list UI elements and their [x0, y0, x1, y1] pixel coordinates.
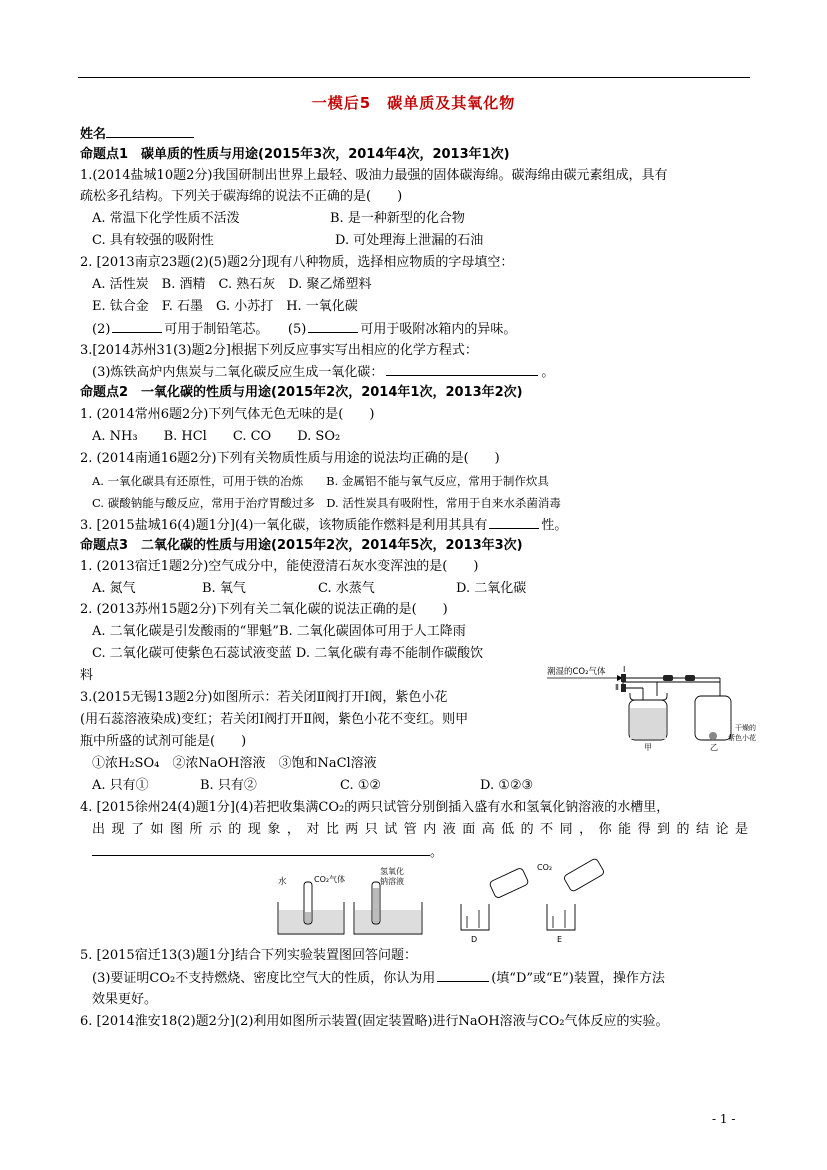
naoh-label-2: 钠溶液 — [380, 877, 404, 886]
q1-line-1: 1.(2014盐城10题2分)我国研制出世界上最轻、吸油力最强的固体碳海绵。碳海绵由碳元素组成，具有 — [80, 168, 668, 183]
q1-option-b[interactable]: B. 是一种新型的化合物 — [330, 211, 465, 226]
q7-line-1: 1. (2013宿迁1题2分)空气成分中，能使澄清石灰水变浑浊的是( ) — [80, 559, 479, 574]
q8-options-cd[interactable]: C. 二氧化碳可使紫色石蕊试液变蓝 D. 二氧化碳有毒不能制作碳酸饮 — [92, 646, 484, 661]
connector-2 — [685, 675, 695, 681]
flask-a-label: 甲 — [644, 743, 652, 752]
q5-options-cd[interactable]: C. 碳酸钠能与酸反应，常用于治疗胃酸过多 D. 活性炭具有吸附性，常用于自来水杀菌消毒 — [92, 496, 561, 510]
valve-1[interactable] — [621, 674, 626, 682]
q1-option-a[interactable]: A. 常温下化学性质不活泼 — [92, 211, 240, 226]
q5-line-1: 2. (2014南通16题2分)下列有关物质性质与用途的说法均正确的是( ) — [80, 451, 500, 466]
flower-label-1: 干燥的 — [735, 724, 756, 732]
valve-2-label: Ⅱ — [615, 683, 619, 692]
apparatus-de-figure — [455, 856, 615, 946]
valve-1-label: Ⅰ — [623, 665, 626, 674]
q10-line-2: 出现了如图所示的现象，对比两只试管内液面高低的不同，你能得到的结论是 — [92, 822, 748, 837]
flower-icon — [709, 732, 717, 740]
q5-options-ab[interactable]: A. 一氧化碳具有还原性，可用于铁的冶炼 B. 金属铝不能与氧气反应，常用于制作炊具 — [92, 474, 549, 488]
naoh-label-1: 氢氧化 — [380, 867, 404, 876]
q9-option-c[interactable]: C. ①② — [340, 778, 382, 793]
page-number: - 1 - — [712, 1112, 736, 1126]
q8-options-ab[interactable]: A. 二氧化碳是引发酸雨的“罪魁”B. 二氧化碳固体可用于人工降雨 — [92, 624, 466, 639]
q7-option-c[interactable]: C. 水蒸气 — [318, 581, 375, 596]
q2-blank-2[interactable] — [112, 320, 162, 333]
flask-a-neck — [630, 693, 667, 700]
q9-line-3: 瓶中所盛的试剂可能是( ) — [80, 734, 247, 749]
q9-line-2: (用石蕊溶液染成)变红；若关闭Ⅰ阀打开Ⅱ阀，紫色小花不变红。则甲 — [80, 712, 469, 727]
q7-option-a[interactable]: A. 氮气 — [92, 581, 136, 596]
trough-right-water — [355, 910, 421, 933]
q9-option-b[interactable]: B. 只有② — [200, 778, 257, 793]
q9-option-a[interactable]: A. 只有① — [92, 778, 149, 793]
test-tube-figure — [272, 862, 432, 937]
q1-option-d[interactable]: D. 可处理海上泄漏的石油 — [335, 233, 484, 248]
beaker-e — [547, 904, 575, 930]
flask-a-liquid — [630, 708, 666, 739]
co2-top-label: CO₂ — [537, 863, 553, 872]
q1-line-2: 疏松多孔结构。下列关于碳海绵的说法不正确的是( ) — [80, 189, 403, 204]
q2-part-5-label: 可用于制铅笔芯。 (5) — [164, 322, 307, 337]
q2-answer-line — [92, 320, 516, 339]
page-title: 一模后5 碳单质及其氧化物 — [311, 94, 516, 112]
tube-right-liquid — [373, 888, 379, 923]
q3-line-2 — [92, 363, 554, 382]
section-2-heading: 命题点2 一氧化碳的性质与用途(2015年2次，2014年1次，2013年2次) — [80, 385, 523, 400]
water-label: 水 — [278, 877, 287, 887]
q3-end: 。 — [541, 365, 555, 380]
q9-option-d[interactable]: D. ①②③ — [480, 778, 534, 793]
fig1-gas-label: 潮湿的CO₂气体 — [547, 667, 606, 677]
q9-line-1: 3.(2015无锡13题2分)如图所示：若关闭Ⅱ阀打开Ⅰ阀，紫色小花 — [80, 690, 448, 705]
q11-line-1: 5. [2015宿迁13(3)题1分]结合下列实验装置图回答问题： — [80, 948, 417, 963]
q3-prompt: (3)炼铁高炉内焦炭与二氧化碳反应生成一氧化碳： — [92, 365, 384, 380]
q4-line-1: 1. (2014常州6题2分)下列气体无色无味的是( ) — [80, 407, 375, 422]
gas-bottle-e — [563, 858, 605, 893]
q11-line-2 — [92, 969, 665, 988]
q2-line-1: 2. [2013南京23题(2)(5)题2分]现有八种物质，选择相应物质的字母填空： — [80, 255, 514, 270]
q2-blank-5[interactable] — [308, 320, 358, 333]
q10-blank[interactable] — [92, 843, 430, 856]
q4-options[interactable]: A. NH₃ B. HCl C. CO D. SO₂ — [92, 429, 341, 444]
q8-line-end: 料 — [80, 668, 94, 683]
q3-line-1: 3.[2014苏州31(3)题2分]根据下列反应事实写出相应的化学方程式： — [80, 343, 478, 358]
q6-end: 性。 — [541, 518, 568, 533]
q12-line-1: 6. [2014淮安18(2)题2分](2)利用如图所示装置(固定装置略)进行NaOH溶液与CO₂气体反应的实验。 — [80, 1014, 669, 1029]
q6-line — [80, 516, 567, 535]
q9-reagents: ①浓H₂SO₄ ②浓NaOH溶液 ③饱和NaCl溶液 — [92, 756, 377, 771]
flask-b-label: 乙 — [710, 743, 718, 752]
valve-2[interactable] — [621, 684, 626, 692]
tube-left-liquid — [305, 912, 311, 923]
section-1-heading: 命题点1 碳单质的性质与用途(2015年3次，2014年4次，2013年1次) — [80, 147, 510, 162]
flower-label-2: 紫色小花 — [728, 734, 756, 742]
q10-end: 。 — [430, 845, 444, 860]
co2-gas-label: CO₂气体 — [314, 875, 346, 884]
q6-prompt: 3. [2015盐城16(4)题1分](4)一氧化碳，该物质能作燃料是利用其具有 — [80, 518, 488, 533]
gas-bottle-d — [489, 867, 529, 899]
header-rule — [78, 77, 750, 78]
apparatus-d-label: D — [471, 935, 478, 944]
q10-line-1: 4. [2015徐州24(4)题1分](4)若把收集满CO₂的两只试管分别倒插入盛有水和氢氧化钠溶液的水槽里， — [80, 800, 670, 815]
connector-1 — [663, 675, 673, 681]
q1-option-c[interactable]: C. 具有较强的吸附性 — [92, 233, 214, 248]
apparatus-e-label: E — [557, 935, 563, 944]
section-3-heading: 命题点3 二氧化碳的性质与用途(2015年2次，2014年5次，2013年3次) — [80, 538, 523, 553]
beaker-d — [461, 904, 489, 930]
q11-tail: (填“D”或“E”)装置，操作方法 — [491, 971, 665, 986]
q2-part-2-label: (2) — [92, 322, 111, 337]
name-label: 姓名 — [80, 127, 107, 142]
q11-line-3: 效果更好。 — [92, 992, 158, 1007]
q3-blank[interactable] — [386, 363, 538, 376]
name-field[interactable] — [80, 125, 194, 144]
q11-prompt: (3)要证明CO₂不支持燃烧、密度比空气大的性质，你认为用 — [92, 971, 436, 986]
q8-line-1: 2. (2013苏州15题2分)下列有关二氧化碳的说法正确的是( ) — [80, 602, 448, 617]
name-blank[interactable] — [106, 125, 194, 138]
q7-option-b[interactable]: B. 氧气 — [202, 581, 246, 596]
q7-option-d[interactable]: D. 二氧化碳 — [456, 581, 527, 596]
gas-apparatus-figure — [545, 648, 775, 753]
q6-blank[interactable] — [489, 516, 539, 529]
q2-options-1: A. 活性炭 B. 酒精 C. 熟石灰 D. 聚乙烯塑料 — [92, 277, 372, 292]
q2-options-2: E. 钛合金 F. 石墨 G. 小苏打 H. 一氧化碳 — [92, 299, 358, 314]
q2-tail: 可用于吸附冰箱内的异味。 — [360, 322, 517, 337]
q10-answer-line — [92, 843, 443, 862]
q11-blank[interactable] — [437, 969, 489, 982]
